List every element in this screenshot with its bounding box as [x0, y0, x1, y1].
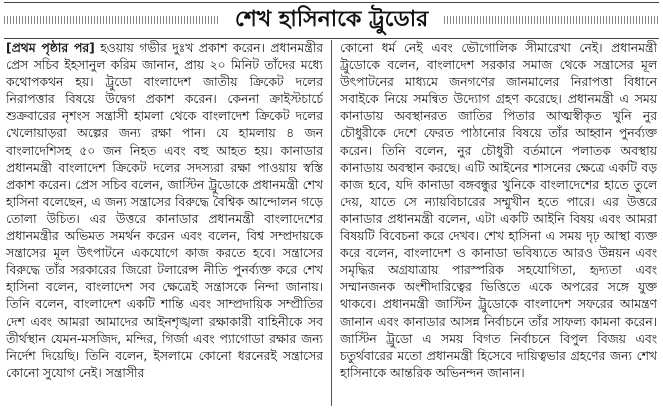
article-text-right: কোনো ধর্ম নেই এবং ভৌগোলিক সীমারেখা নেই। প্রধানমন্ত্রী ট্রুডোকে বলেন, বাংলাদেশ সরকার সমাজ থেকে সন্ত্রাসের মূল উৎপাটনের মাধ্যমে জনগণের জানমালের নিরাপত্তা বিধানে সবাইকে নিয়ে সমন্বিত উদ্যোগ গ্রহণ করেছে। প্রধানমন্ত্রী এ সময় কানাডায় অবস্থানরত জাতির পিতার আত্মস্বীকৃত খুনি নুর চৌধুরীকে দেশে ফেরত পাঠানোর বিষয়ে তাঁর আহ্বান পুনর্ব্যক্ত করেন। তিনি বলেন, নুর চৌধুরী বর্তমানে পলাতক অবস্থায় কানাডায় অবস্থান করছে। এটি আইনের শাসনের ক্ষেত্রে একটি বড় কাজ হবে, যদি কানাডা বঙ্গবন্ধুর খুনিকে বাংলাদেশের হাতে তুলে দেয়, যাতে সে ন্যায়বিচারের সম্মুখীন হতে পারে। এর উত্তরে কানাডার প্রধানমন্ত্রী বলেন, এটা একটি আইনি বিষয় এবং আমরা বিষয়টি বিবেচনা করে দেখব। শেখ হাসিনা এ সময় দৃঢ় আস্থা ব্যক্ত করে বলেন, বাংলাদেশ ও কানাডা ভবিষ্যতে আরও উন্নয়ন এবং সমৃদ্ধির অগ্রযাত্রায় পারস্পরিক সহযোগিতা, হৃদ্যতা এবং সম্মানজনক অংশীদারিত্বের ভিত্তিতে একে অপরের সঙ্গে যুক্ত থাকবে। প্রধানমন্ত্রী জাস্টিন ট্রুডোকে বাংলাদেশ সফরের আমন্ত্রণ জানান এবং কানাডার আসন্ন নির্বাচনে তাঁর সাফল্য কামনা করেন। জাস্টিন ট্রুডো এ সময় বিগত নির্বাচনে বিপুল বিজয় এবং চতুর্থবারের মতো প্রধানমন্ত্রী হিসেবে দায়িত্বভার গ্রহণের জন্য শেখ হাসিনাকে আন্তরিক অভিনন্দন জানান। — [340, 41, 657, 380]
column-divider — [331, 40, 332, 406]
article-column-left — [6, 40, 323, 406]
headline-bar — [4, 4, 659, 36]
top-rule — [4, 2, 659, 3]
article-text-left: হওয়ায় গভীর দুঃখ প্রকাশ করেন। প্রধানমন্ত্রীর প্রেস সচিব ইহসানুল করিম জানান, প্রায় ২০ মিনিট তাঁদের মধ্যে কথোপকথন হয়। ট্রুডো বাংলাদেশ জাতীয় ক্রিকেট দলের নিরাপত্তার বিষয়ে উদ্বেগ প্রকাশ করেন। কেননা ক্রাইস্টচার্চে শুক্রবারের নৃশংস সন্ত্রাসী হামলা থেকে বাংলাদেশ ক্রিকেট দলের খেলোয়াড়রা অল্পের জন্য রক্ষা পান। যে হামলায় ৪ জন বাংলাদেশিসহ ৫০ জন নিহত এবং বহু আহত হয়। কানাডার প্রধানমন্ত্রী বাংলাদেশ ক্রিকেট দলের সদস্যরা রক্ষা পাওয়ায় স্বস্তি প্রকাশ করেন। প্রেস সচিব বলেন, জাস্টিন ট্রুডোকে প্রধানমন্ত্রী শেখ হাসিনা বলেছেন, এ জন্য সন্ত্রাসের বিরুদ্ধে বৈশ্বিক আন্দোলন গড়ে তোলা উচিত। এর উত্তরে কানাডার প্রধানমন্ত্রী বাংলাদেশের প্রধানমন্ত্রীর অভিমত সমর্থন করেন এবং বলেন, বিশ্ব সম্প্রদায়কে সন্ত্রাসের মূল উৎপাটনে একযোগে কাজ করতে হবে। সন্ত্রাসের বিরুদ্ধে তাঁর সরকারের জিরো টলারেন্স নীতি পুনর্ব্যক্ত করে শেখ হাসিনা বলেন, বাংলাদেশ সব ক্ষেত্রেই সন্ত্রাসকে নিন্দা জানায়। তিনি বলেন, বাংলাদেশ একটি শান্তি এবং সাম্প্রদায়িক সম্প্রীতির দেশ এবং আমরা আমাদের আইনশৃঙ্খলা রক্ষাকারী বাহিনীকে সব তীর্থস্থান যেমন-মসজিদ, মন্দির, গির্জা এবং প্যাগোডা রক্ষার জন্য নির্দেশ দিয়েছি। তিনি বলেন, ইসলামে কোনো ধরনেরই সন্ত্রাসের কোনো সুযোগ নেই। সন্ত্রাসীর — [6, 41, 323, 380]
continuation-kicker: [প্রথম পৃষ্ঠার পর] — [6, 41, 95, 55]
headline: শেখ হাসিনাকে ট্রুডোর — [234, 7, 429, 32]
article-column-right — [340, 40, 657, 406]
article-body — [6, 40, 657, 406]
headline-rule — [4, 38, 659, 39]
